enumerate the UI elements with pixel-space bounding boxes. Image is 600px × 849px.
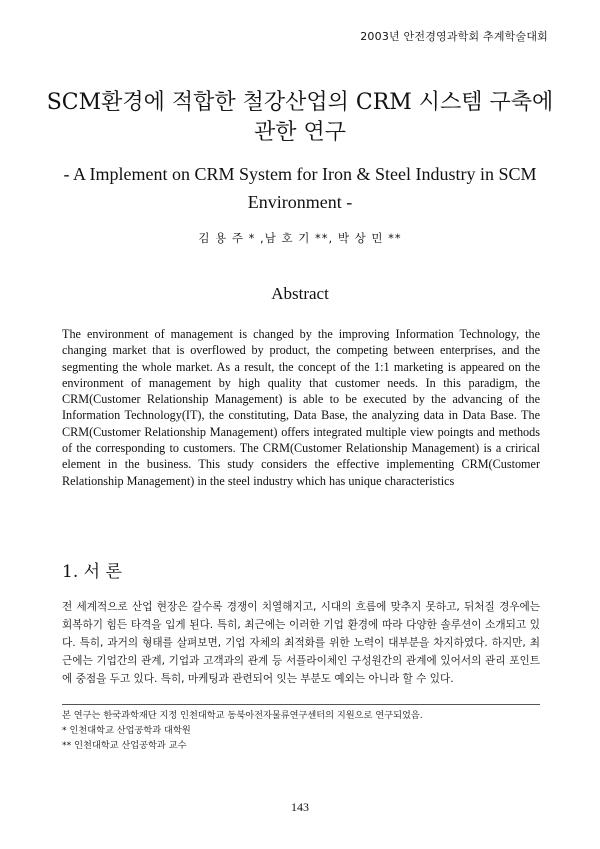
section-body-introduction: 전 세계적으로 산업 현장은 갈수록 경쟁이 치열해지고, 시대의 흐름에 맞추지 못하고, 뒤처질 경우에는 회복하기 힘든 타격을 입게 된다. 특히, 최근에는 이러한 기업 환경에 따라 다양한 솔루션이 소개되고 있다. 특히, 과거의 형태를 살펴보면, 기업 자체의 최적화를 위한 노력이 대부분을 차지하였다. 하지만, 최근에는 기업간의 관계, 기업과 고객과의 관계 등 서플라이체인 구성원간의 관계에 있어서의 관리 포인트에 중점을 두고 있다. 특히, 마케팅과 관련되어 잇는 부분도 예외는 아니라 할 수 있다. <box>62 601 540 685</box>
page-number: 143 <box>291 800 309 814</box>
author-list: 김 용 주 * ,남 호 기 **, 박 상 민 ** <box>198 231 402 245</box>
english-title: - A Implement on CRM System for Iron & Steel Industry in SCM Environment - <box>63 164 537 212</box>
korean-title: SCM환경에 적합한 철강산업의 CRM 시스템 구축에 관한 연구 <box>46 90 554 145</box>
conference-header: 2003년 안전경영과학회 추계학술대회 <box>360 30 548 43</box>
footnote-divider <box>62 704 540 705</box>
footnotes <box>62 708 540 753</box>
abstract-heading: Abstract <box>271 284 329 303</box>
footnote-funding: 본 연구는 한국과학재단 지정 인천대학교 동북아전자물류연구센터의 지원으로 연구되었음. <box>62 710 423 721</box>
section-title-introduction: 1. 서 론 <box>62 562 122 582</box>
footnote-affiliation-2: ** 인천대학교 산업공학과 교수 <box>62 740 187 751</box>
abstract-text: The environment of management is changed by the improving Information Technology, the changing market that is overflowed by product, the competing between enterprises, and the segmenting the whole market. As a result, the concept of the 1:1 marketing is appeared on the environment of management by high quality that customer needs. In this paradigm, the CRM(Customer Relationship Management) is able to be executed by the advancing of the Information Technology(IT), the constituting, Data Base, the analyzing data in Data Base. The CRM(Customer Relationship Management) offers integrated multiple view poingts and methods of the corresponding to customers. The CRM(Customer Relationship Management) is a crirical element in the business. This study considers the effective implementing CRM(Customer Relationship Management) in the steel industry which has unique characteristics <box>62 327 540 488</box>
footnote-affiliation-1: * 인천대학교 산업공학과 대학원 <box>62 725 191 736</box>
